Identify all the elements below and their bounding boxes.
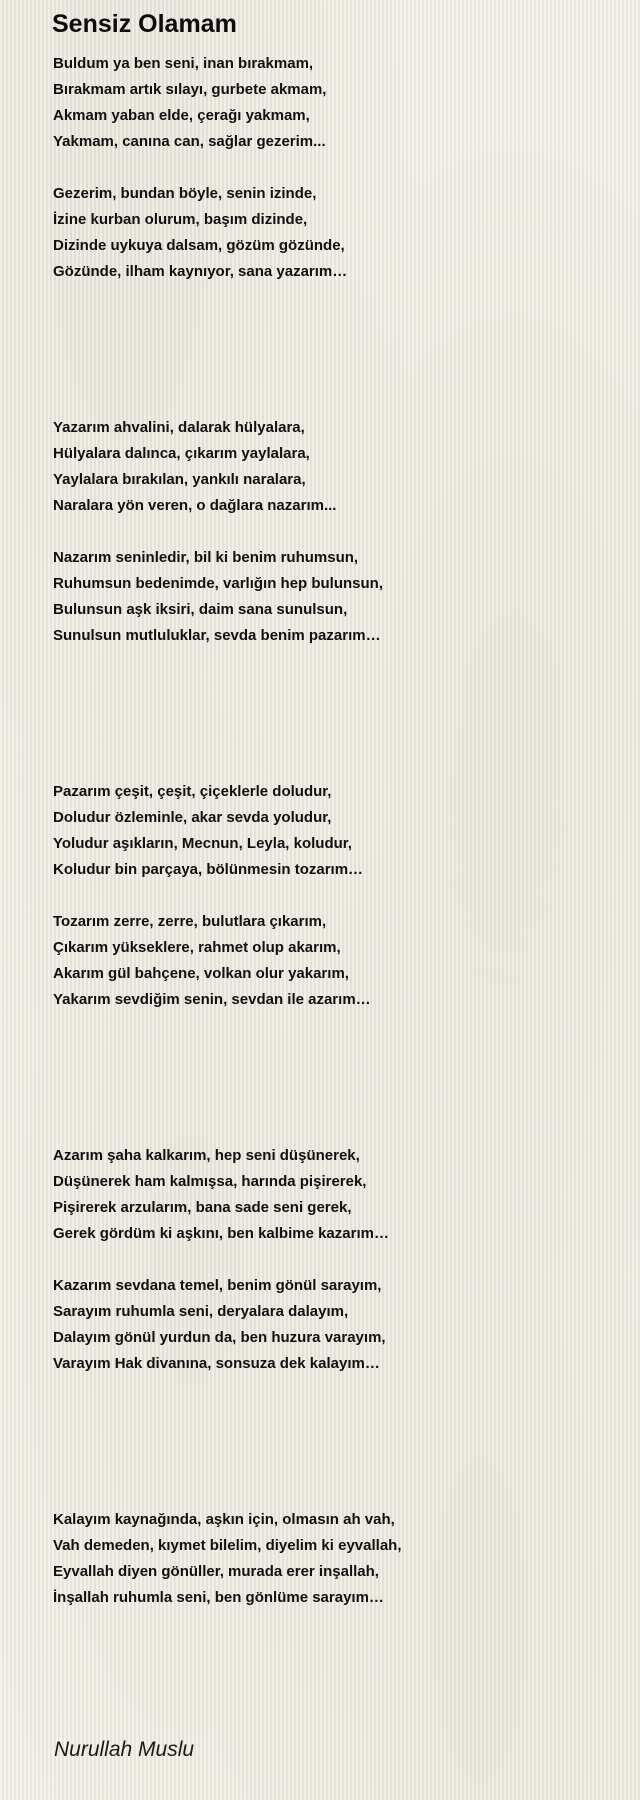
poem-line: Dizinde uykuya dalsam, gözüm gözünde, (53, 237, 345, 254)
section-spacer (53, 1377, 613, 1507)
stanza-9 (53, 1507, 613, 1611)
poem-line: Pişirerek arzularım, bana sade seni gerek, (53, 1199, 352, 1216)
stanza-spacer (53, 883, 613, 909)
poem-line: Naralara yön veren, o dağlara nazarım... (53, 497, 337, 514)
section-spacer (53, 649, 613, 779)
poem-line: Ruhumsun bedenimde, varlığın hep bulunsun, (53, 575, 384, 592)
poem-line: Yakarım sevdiğim senin, sevdan ile azarım… (53, 991, 371, 1008)
poem-line: Azarım şaha kalkarım, hep seni düşünerek, (53, 1147, 360, 1164)
stanza-3 (53, 415, 613, 519)
poem-line: İnşallah ruhumla seni, ben gönlüme sarayım… (53, 1589, 384, 1606)
poem-line: Gözünde, ilham kaynıyor, sana yazarım… (53, 263, 348, 280)
poem-line: Yakmam, canına can, sağlar gezerim... (53, 133, 326, 150)
poem-line: Akmam yaban elde, çerağı yakmam, (53, 107, 310, 124)
poem-line: Doludur özleminle, akar sevda yoludur, (53, 809, 332, 826)
poem-line: Eyvallah diyen gönüller, murada erer inşallah, (53, 1563, 379, 1580)
stanza-5 (53, 779, 613, 883)
poem-line: Bulunsun aşk iksiri, daim sana sunulsun, (53, 601, 348, 618)
poem-line: Yaylalara bırakılan, yankılı naralara, (53, 471, 306, 488)
section-spacer (53, 1013, 613, 1143)
stanza-4 (53, 545, 613, 649)
poem-line: Çıkarım yükseklere, rahmet olup akarım, (53, 939, 341, 956)
poem-line: Kazarım sevdana temel, benim gönül sarayım, (53, 1277, 382, 1294)
poem-line: Dalayım gönül yurdun da, ben huzura varayım, (53, 1329, 386, 1346)
poem-line: Hülyalara dalınca, çıkarım yaylalara, (53, 445, 310, 462)
poem-line: İzine kurban olurum, başım dizinde, (53, 211, 308, 228)
poem-author: Nurullah Muslu (54, 1738, 195, 1761)
stanza-spacer (53, 155, 613, 181)
stanza-2 (53, 181, 613, 285)
poem-body (53, 51, 613, 1611)
poem-line: Kalayım kaynağında, aşkın için, olmasın ah vah, (53, 1511, 395, 1528)
poem-line: Gezerim, bundan böyle, senin izinde, (53, 185, 317, 202)
poem-line: Pazarım çeşit, çeşit, çiçeklerle doludur, (53, 783, 332, 800)
stanza-1 (53, 51, 613, 155)
poem-line: Sunulsun mutluluklar, sevda benim pazarım… (53, 627, 381, 644)
poem-line: Düşünerek ham kalmışsa, harında pişirerek, (53, 1173, 367, 1190)
poem-line: Yoludur aşıkların, Mecnun, Leyla, koludur, (53, 835, 352, 852)
stanza-7 (53, 1143, 613, 1247)
poem-line: Bırakmam artık sılayı, gurbete akmam, (53, 81, 327, 98)
stanza-6 (53, 909, 613, 1013)
poem-line: Varayım Hak divanına, sonsuza dek kalayım… (53, 1355, 380, 1372)
poem-line: Sarayım ruhumla seni, deryalara dalayım, (53, 1303, 349, 1320)
poem-line: Nazarım seninledir, bil ki benim ruhumsun, (53, 549, 359, 566)
poem-line: Koludur bin parçaya, bölünmesin tozarım… (53, 861, 364, 878)
poem-title: Sensiz Olamam (52, 10, 237, 38)
poem-line: Vah demeden, kıymet bilelim, diyelim ki eyvallah, (53, 1537, 402, 1554)
stanza-spacer (53, 1247, 613, 1273)
stanza-spacer (53, 519, 613, 545)
poem-line: Yazarım ahvalini, dalarak hülyalara, (53, 419, 305, 436)
poem-line: Buldum ya ben seni, inan bırakmam, (53, 55, 314, 72)
stanza-8 (53, 1273, 613, 1377)
section-spacer (53, 285, 613, 415)
poem-line: Akarım gül bahçene, volkan olur yakarım, (53, 965, 349, 982)
poem-line: Gerek gördüm ki aşkını, ben kalbime kazarım… (53, 1225, 389, 1242)
poem-line: Tozarım zerre, zerre, bulutlara çıkarım, (53, 913, 327, 930)
